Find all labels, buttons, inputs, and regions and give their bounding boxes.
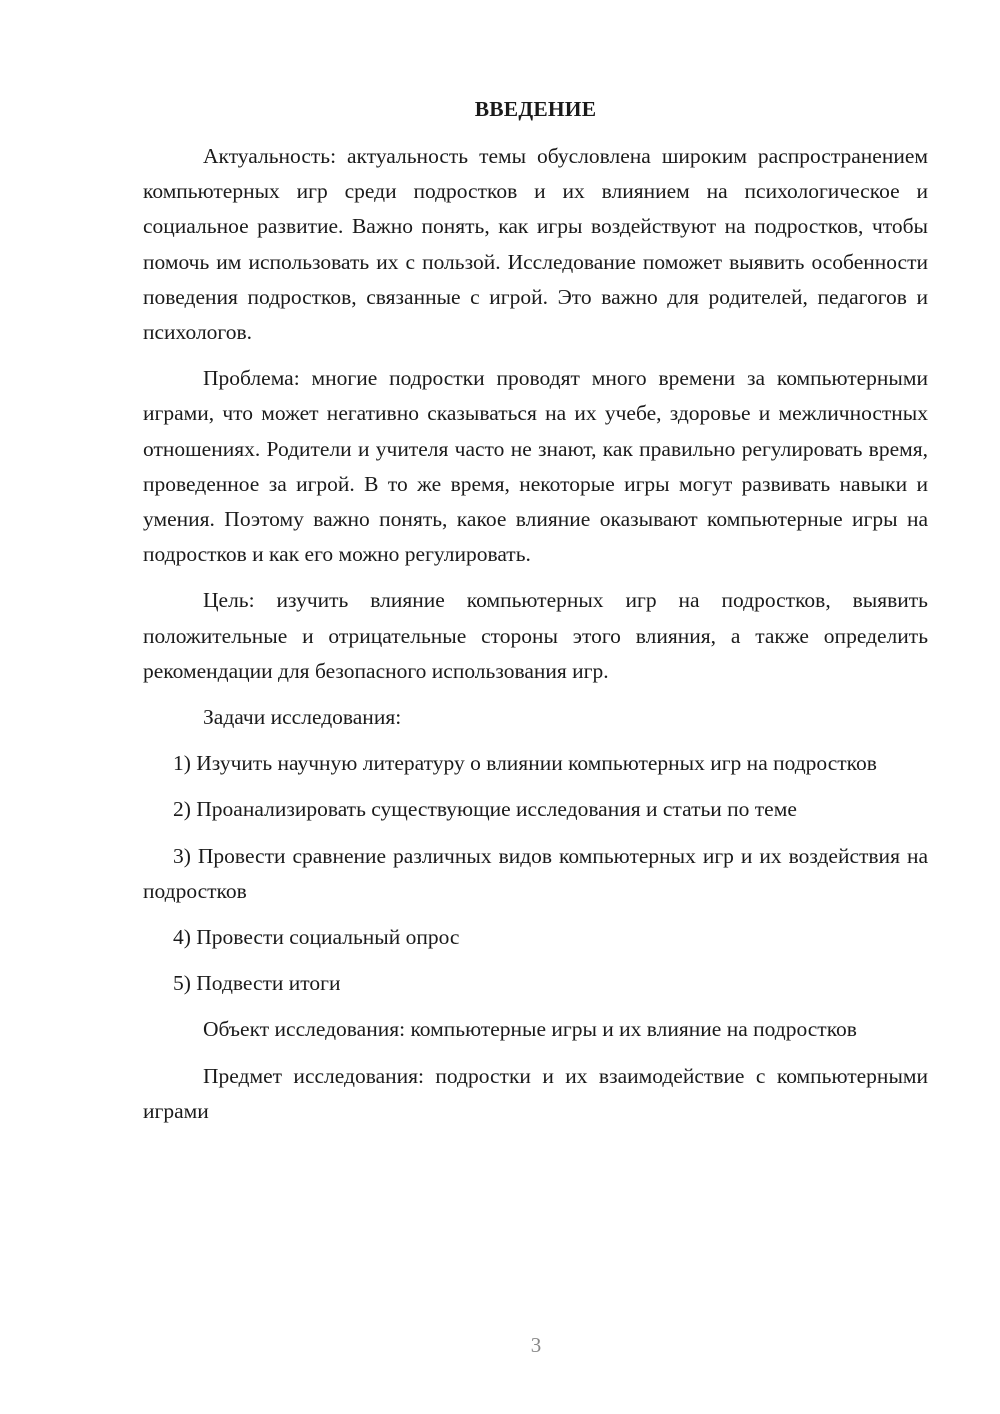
section-title: ВВЕДЕНИЕ bbox=[474, 97, 597, 121]
tasks-heading: Задачи исследования: bbox=[203, 705, 402, 730]
tasks-list bbox=[143, 746, 928, 1001]
object-paragraph: Объект исследования: компьютерные игры и их влияние на подростков bbox=[203, 1017, 857, 1042]
subject-paragraph: Предмет исследования: подростки и их взаимодействие с компьютерными играми bbox=[143, 1063, 928, 1123]
task-item-1: 1) Изучить научную литературу о влиянии компьютерных игр на подростков bbox=[173, 751, 877, 776]
task-item-5: 5) Подвести итоги bbox=[173, 971, 341, 996]
task-item-3: 3) Провести сравнение различных видов компьютерных игр и их воздействия на подростков bbox=[143, 843, 928, 903]
relevance-paragraph: Актуальность: актуальность темы обусловлена широким распространением компьютерных игр среди подростков и их влиянием на психологическое и социальное развитие. Важно понять, как игры воздействуют на подростков, чтобы помочь им использовать их с пользой. Исследование поможет выявить особенности поведения подростков, связанные с игрой. Это важно для родителей, педагогов и психологов. bbox=[143, 144, 928, 345]
document-page bbox=[143, 92, 928, 1140]
task-item-2: 2) Проанализировать существующие исследования и статьи по теме bbox=[173, 797, 797, 822]
page-number: 3 bbox=[530, 1333, 542, 1357]
problem-paragraph: Проблема: многие подростки проводят много времени за компьютерными играми, что может негативно сказываться на их учебе, здоровье и межличностных отношениях. Родители и учителя часто не знают, как правильно регулировать время, проведенное за игрой. В то же время, некоторые игры могут развивать навыки и умения. Поэтому важно понять, какое влияние оказывают компьютерные игры на подростков и как его можно регулировать. bbox=[143, 366, 928, 567]
goal-paragraph: Цель: изучить влияние компьютерных игр на подростков, выявить положительные и отрицательные стороны этого влияния, а также определить рекомендации для безопасного использования игр. bbox=[143, 588, 928, 683]
task-item-4: 4) Провести социальный опрос bbox=[173, 925, 460, 950]
